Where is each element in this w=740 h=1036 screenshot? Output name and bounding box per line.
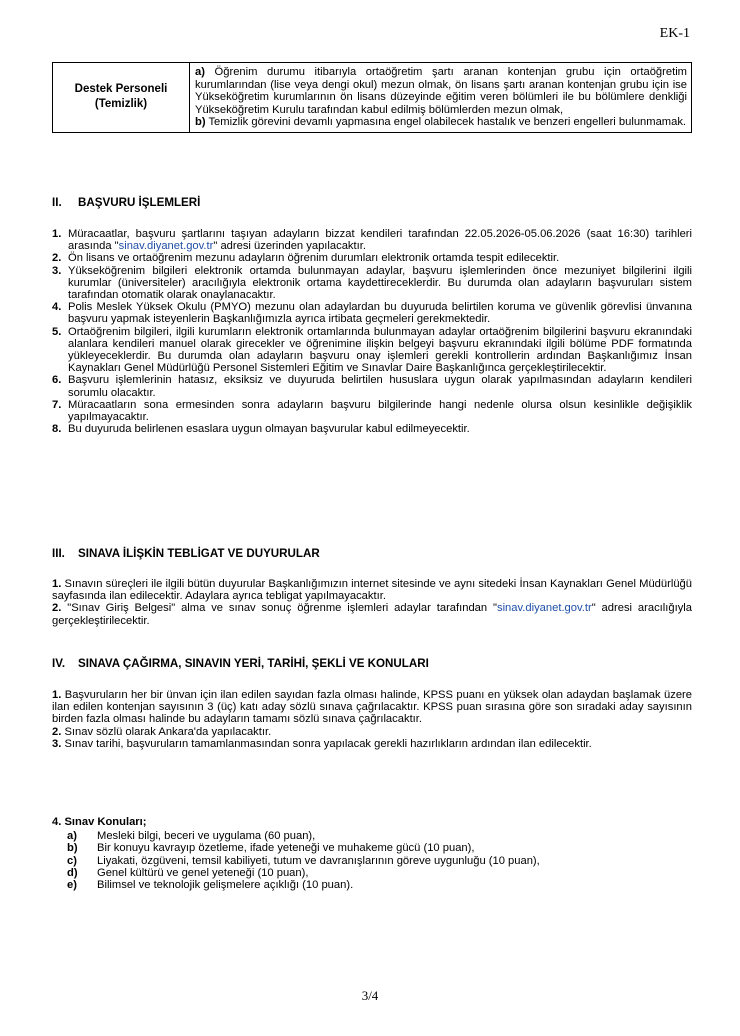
page-number: 3/4: [361, 988, 379, 1003]
topic-item: e) Bilimsel ve teknolojik gelişmelere açıklığı (10 puan).: [67, 879, 354, 892]
exam-para-3: 3. Sınav tarihi, başvuruların tamamlanmasından sonra yapılacak gerekli hazırlıkların ardından ilan edilecektir.: [52, 737, 592, 750]
sinav-link[interactable]: sinav.diyanet.gov.tr: [496, 602, 592, 615]
sinav-link[interactable]: sinav.diyanet.gov.tr: [118, 240, 214, 253]
section-title-exam: IV. SINAVA ÇAĞIRMA, SINAVIN YERİ, TARİHİ, ŞEKLİ VE KONULARI: [52, 657, 429, 670]
notification-1: 1. Sınavın süreçleri ile ilgili bütün duyurular Başkanlığımızın internet sitesinde ve aynı sitedeki İnsan Kaynakları Genel Müdürlüğü sayfasında ilan edilecektir. Adaylara ayrıca tebligat yapılmayacaktır.: [52, 578, 693, 603]
application-item: 6. Başvuru işlemlerinin hatasız, eksiksiz ve duyuruda belirtilen hususlara uygun olarak yapılmasından adayların kendileri sorumlu olacaktır.: [52, 374, 692, 399]
application-item: 8. Bu duyuruda belirlenen esaslara uygun olmayan başvurular kabul edilmeyecektir.: [52, 423, 470, 436]
topic-item: a) Mesleki bilgi, beceri ve uygulama (60 puan),: [67, 830, 316, 843]
notification-2: 2. "Sınav Giriş Belgesi" alma ve sınav sonuç öğrenme işlemleri adaylar tarafından "sinav.diyanet.gov.tr" adresi aracılığıyla gerçekleştirilecektir.: [52, 602, 692, 627]
requirements-cell: [190, 63, 692, 133]
application-item: 3. Yükseköğrenim bilgileri elektronik ortamda bulunmayan adaylar, başvuru işlemlerinden önce mezuniyet bilgilerini ilgili kurumlar (üniversiteler) aracılığıyla elektronik ortama kaydettireceklerdir. Bu durumda olan adayların başvuruları sistem tarafından otomatik olarak onaylanacaktır.: [52, 264, 692, 302]
applications-list: [52, 228, 692, 435]
topic-item: d) Genel kültürü ve genel yeteneği (10 puan),: [67, 866, 309, 879]
topic-item: c) Liyakati, özgüveni, temsil kabiliyeti, tutum ve davranışlarının göreve uygunluğu (10 puan),: [67, 854, 540, 867]
exam-para-2: 2. Sınav sözlü olarak Ankara'da yapılacaktır.: [52, 725, 272, 738]
application-item: 1. Müracaatlar, başvuru şartlarını taşıyan adayların bizzat kendileri tarafından 22.05.2026-05.06.2026 (saat 16:30) tarihleri arasında "sinav.diyanet.gov.tr" adresi üzerinden yapılacaktır.: [52, 228, 692, 253]
application-item: 2. Ön lisans ve ortaöğrenim mezunu adayların öğrenim durumları elektronik ortamda tespit edilecektir.: [52, 252, 560, 265]
application-item: 5. Ortaöğrenim bilgileri, ilgili kurumların elektronik ortamlarında bulunmayan adaylar ortaöğrenim bilgilerini başvuru ekranındaki alanlara kendileri manuel olarak girecekler ve öğrenimine ilişkin belgeyi başvuru ekranındaki ilgili bölüme PDF formatında yükleyeceklerdir. Bu durumda olan adayların başvuru onay işlemleri gerekli kontrollerin ardından Başkanlığımız İnsan Kaynakları Genel Müdürlüğü Personel Sistemleri Eğitim ve Sınavlar Daire Başkanlığınca gerçekleştirilecektir.: [52, 325, 692, 375]
requirement-b: b) Temizlik görevini devamlı yapmasına engel olabilecek hastalık ve benzeri engelleri bulunmamak.: [195, 116, 687, 129]
requirement-a: a) Öğrenim durumu itibarıyla ortaöğretim şartı aranan kontenjan grubu için ortaöğretim kurumlarından (lise veya dengi okul) mezun olmak, ön lisans şartı aranan kontenjan grubu için ise Yükseköğretim kurumlarının ön lisans düzeyinde eğitim veren bölümleri ile bu bölümlere denkliği Yükseköğretim Kurulu tarafından kabul edilmiş bölümlerden mezun olmak,: [195, 66, 688, 116]
application-item: 4. Polis Meslek Yüksek Okulu (PMYO) mezunu olan adaylardan bu duyuruda belirtilen koruma ve güvenlik görevlisi ünvanına başvuru yapmak isteyenlerin Başkanlığımızla ayrıca irtibata geçmeleri gerekmektedir.: [52, 301, 692, 326]
requirements-table: [52, 62, 692, 133]
application-item: 7. Müracaatların sona ermesinden sonra adayların başvuru bilgilerinde hangi nedenle olursa olsun kesinlikle değişiklik yapılmayacaktır.: [52, 398, 692, 424]
exam-para-1: 1. Başvuruların her bir ünvan için ilan edilen sayıdan fazla olması halinde, KPSS puanı en yüksek olan adaydan başlamak üzere ilan edilen kontenjan sayısının 3 (üç) katı aday sözlü sınava çağrılacaktır. KPSS puan sırasına göre son sıradaki aday sayısının birden fazla olması halinde bu adayların tamamı sözlü sınava çağrılacaktır.: [52, 689, 692, 726]
role-cell: Destek Personeli (Temizlik): [53, 63, 190, 133]
section-title-applications: II. BAŞVURU İŞLEMLERİ: [52, 196, 201, 209]
topics-title: 4. Sınav Konuları;: [52, 816, 147, 828]
notifications-block: [52, 578, 692, 627]
exam-block: [52, 689, 692, 750]
section-title-notifications: III. SINAVA İLİŞKİN TEBLİGAT VE DUYURULAR: [52, 547, 320, 560]
topic-item: b) Bir konuyu kavrayıp özetleme, ifade yeteneği ve muhakeme gücü (10 puan),: [67, 842, 475, 855]
exam-topics: [52, 816, 692, 891]
annex-label: EK-1: [659, 26, 690, 41]
